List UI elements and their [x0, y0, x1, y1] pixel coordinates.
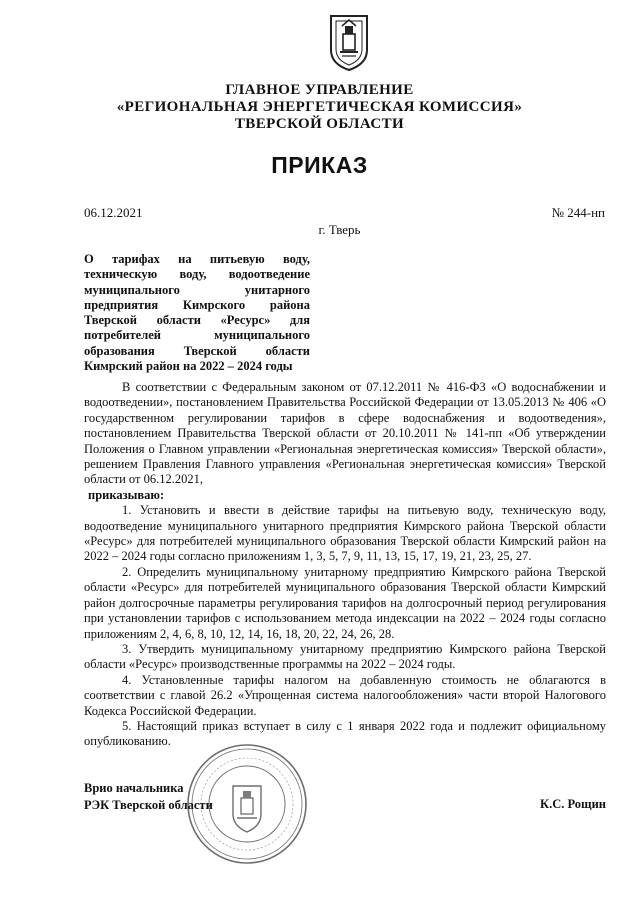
order-item-5: 5. Настоящий приказ вступает в силу с 1 января 2022 года и подлежит официальному опубликованию. [84, 718, 606, 749]
order-item-2: 2. Определить муниципальному унитарному предприятию Кимрского района Тверской области «Ресурс» для потребителей муниципального образования Тверской области Кимрский район долгосрочные параметры регулирования тарифов на долгосрочный период регулирования при установлении тарифов с использованием метода индексации на 2022 – 2024 годы согласно приложениям 2, 4, 6, 8, 10, 12, 14, 16, 18, 20, 22, 24, 26, 28. [84, 564, 606, 641]
org-name-line2: «РЕГИОНАЛЬНАЯ ЭНЕРГЕТИЧЕСКАЯ КОМИССИЯ» [116, 99, 523, 115]
order-item-1: 1. Установить и ввести в действие тарифы на питьевую воду, техническую воду, водоотведение муниципального унитарного предприятия Кимрского района Тверской области «Ресурс» для потребителей муниципального образования Тверской области Кимрский район на 2022 – 2024 годы согласно приложениям 1, 3, 5, 7, 9, 11, 13, 15, 17, 19, 21, 23, 25, 27. [84, 503, 606, 564]
document-city: г. Тверь [318, 222, 361, 237]
signatory-position-line1: Врио начальника [84, 781, 184, 795]
signatory-name: К.С. Рощин [540, 797, 606, 811]
tver-coat-of-arms-icon [328, 12, 370, 72]
preamble-paragraph: В соответствии с Федеральным законом от 07.12.2011 № 416-ФЗ «О водоснабжении и водоотведении», постановлением Правительства Российской Федерации от 13.05.2013 № 406 «О государственном регулировании тарифов в сфере водоснабжения и водоотведения», постановлением Правительства Тверской области от 20.10.2011 № 141-пп «Об утверждении Положения о Главном управлении «Региональная энергетическая комиссия» Тверской области», решением Правления Главного управления «Региональная энергетическая комиссия» Тверской области от 06.12.2021, [84, 380, 606, 487]
document-title: ПРИКАЗ [271, 152, 368, 178]
org-name-line3: ТВЕРСКОЙ ОБЛАСТИ [234, 116, 405, 132]
org-name-line1: ГЛАВНОЕ УПРАВЛЕНИЕ [225, 82, 414, 98]
document-body [84, 380, 606, 750]
signatory-position [84, 780, 213, 814]
decree-word: приказываю: [88, 487, 165, 502]
document-number: № 244-нп [551, 205, 605, 220]
signatory-position-line2: РЭК Тверской области [84, 798, 213, 812]
document-date: 06.12.2021 [84, 205, 143, 220]
order-item-3: 3. Утвердить муниципальному унитарному предприятию Кимрского района Тверской области «Ресурс» производственные программы на 2022 – 2024 годы. [84, 641, 606, 672]
order-item-4: 4. Установленные тарифы налогом на добавленную стоимость не облагаются в соответствии с главой 26.2 «Упрощенная система налогообложения» части второй Налогового Кодекса Российской Федерации. [84, 672, 606, 718]
document-subject: О тарифах на питьевую воду, техническую воду, водоотведение муниципального унитарного предприятия Кимрского района Тверской области «Ресурс» для потребителей муниципального образования Тверской области Кимрский район на 2022 – 2024 годы [84, 252, 310, 374]
